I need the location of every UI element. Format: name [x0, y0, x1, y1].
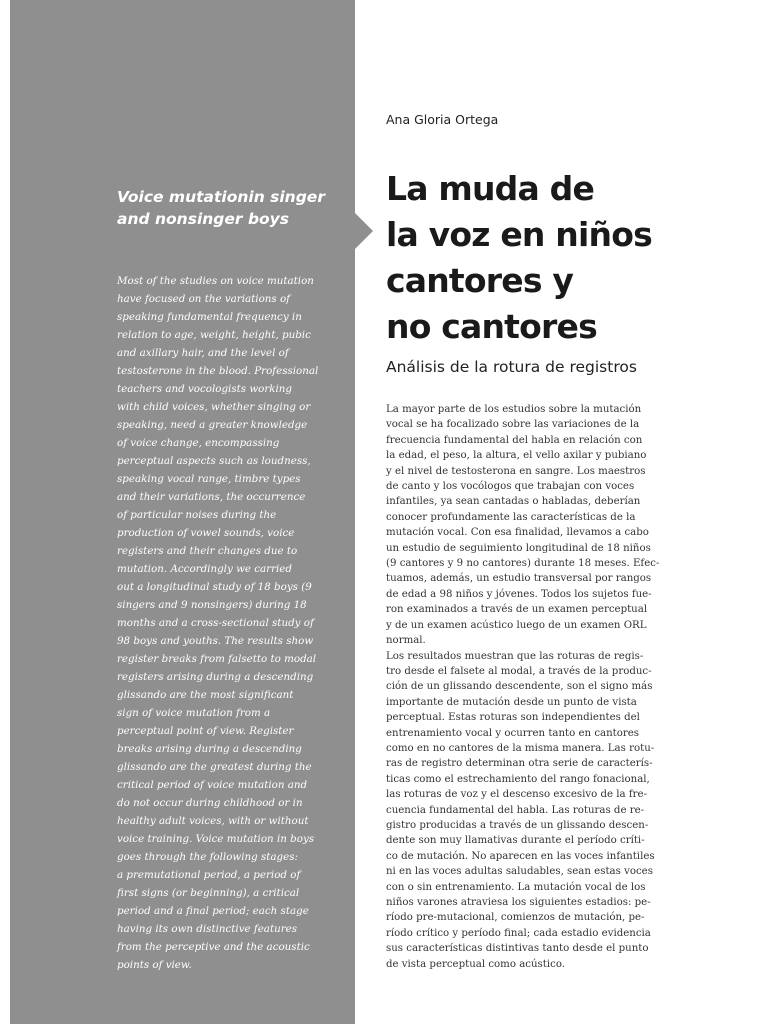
spanish-abstract-line: (9 cantores y 9 no cantores) durante 18 meses. Efec- — [386, 558, 660, 570]
english-title-line: in singer and non — [117, 188, 325, 228]
article-title-line: la voz en niños — [386, 215, 652, 254]
spanish-abstract-line: ticas como el estrechamiento del rango fonacional, — [386, 773, 650, 785]
spanish-abstract-line: importante de mutación desde un punto de vista — [386, 696, 637, 708]
english-abstract-line: critical period of voice mutation and — [117, 779, 308, 791]
spanish-abstract-line: Los resultados muestran que las roturas de regis- — [386, 650, 644, 662]
spanish-abstract-line: como en no cantores de la misma manera. Las rotu- — [386, 742, 655, 754]
sidebar-pointer — [355, 213, 373, 249]
english-title-line: Voice mutation — [117, 188, 249, 206]
spanish-abstract — [386, 402, 686, 972]
english-abstract-line: perceptual point of view. Register — [117, 725, 294, 737]
spanish-abstract-line: vocal se ha focalizado sobre las variaciones de la — [386, 419, 640, 431]
english-abstract-line: registers and their changes due to — [117, 545, 298, 557]
spanish-abstract-line: y de un examen acústico luego de un examen ORL — [386, 619, 647, 631]
spanish-abstract-line: ron examinados a través de un examen perceptual — [386, 604, 648, 616]
article-subtitle: Análisis de la rotura de registros — [386, 358, 637, 376]
spanish-abstract-line: entrenamiento vocal y ocurren tanto en cantores — [386, 727, 640, 739]
author-name: Ana Gloria Ortega — [386, 112, 499, 127]
spanish-abstract-line: tuamos, además, un estudio transversal por rangos — [386, 573, 652, 585]
spanish-abstract-line: un estudio de seguimiento longitudinal de 18 niños — [386, 542, 651, 554]
article-title-line: no cantores — [386, 307, 597, 346]
english-abstract-line: with child voices, whether singing or — [117, 401, 311, 413]
spanish-abstract-line: gistro producidas a través de un glissando descen- — [386, 819, 649, 831]
english-abstract-line: singers and 9 nonsingers) during 18 — [117, 599, 307, 611]
english-abstract-line: relation to age, weight, height, pubic — [117, 329, 311, 341]
english-abstract-line: of voice change, encompassing — [117, 437, 280, 449]
spanish-abstract-line: y el nivel de testosterona en sangre. Los maestros — [386, 465, 646, 477]
english-abstract-line: having its own distinctive features — [117, 923, 298, 935]
page-margin — [0, 0, 10, 1024]
spanish-abstract-line: sus características distintivas tanto desde el punto — [386, 943, 649, 955]
english-abstract-line: 98 boys and youths. The results show — [117, 635, 314, 647]
english-abstract-line: a premutational period, a period of — [117, 869, 301, 881]
spanish-abstract-line: ras de registro determinan otra serie de caracterís- — [386, 758, 653, 770]
english-abstract-line: out a longitudinal study of 18 boys (9 — [117, 581, 312, 593]
english-abstract-line: perceptual aspects such as loudness, — [117, 455, 311, 467]
spanish-abstract-line: de edad a 98 niños y jóvenes. Todos los sujetos fue- — [386, 588, 652, 600]
spanish-abstract-line: dente son muy llamativas durante el período críti- — [386, 835, 645, 847]
english-abstract-line: speaking fundamental frequency in — [117, 311, 302, 323]
english-abstract-line: testosterone in the blood. Professional — [117, 365, 319, 377]
spanish-abstract-line: ríodo pre-mutacional, comienzos de mutación, pe- — [386, 912, 645, 924]
english-abstract-line: production of vowel sounds, voice — [117, 527, 295, 539]
english-abstract-line: first signs (or beginning), a critical — [117, 887, 300, 899]
spanish-abstract-line: ríodo crítico y período final; cada estadio evidencia — [386, 927, 651, 939]
spanish-abstract-line: conocer profundamente las características de la — [386, 511, 636, 523]
english-abstract-line: mutation. Accordingly we carried — [117, 563, 292, 575]
english-abstract-line: from the perceptive and the acoustic — [117, 941, 310, 953]
english-abstract-line: sign of voice mutation from a — [117, 707, 271, 719]
spanish-abstract-line: la edad, el peso, la altura, el vello axilar y pubiano — [386, 450, 647, 462]
spanish-abstract-line: niños varones atraviesa los siguientes estadios: pe- — [386, 897, 651, 908]
english-abstract-line: healthy adult voices, with or without — [117, 815, 309, 827]
english-abstract-line: of particular noises during the — [117, 509, 277, 521]
spanish-abstract-line: ni en las voces adultas saludables, sean estas voces — [386, 866, 653, 878]
article-title — [386, 166, 736, 350]
english-abstract-line: months and a cross-sectional study of — [117, 617, 314, 629]
spanish-abstract-line: frecuencia fundamental del habla en relación con — [386, 434, 643, 446]
english-abstract-line: voice training. Voice mutation in boys — [117, 833, 315, 845]
spanish-abstract-line: perceptual. Estas roturas son independientes del — [386, 712, 640, 724]
spanish-abstract-line: las roturas de voz y el descenso excesivo de la fre- — [386, 789, 647, 801]
english-abstract-line: register breaks from falsetto to modal — [117, 653, 317, 665]
spanish-abstract-line: La mayor parte de los estudios sobre la mutación — [386, 404, 642, 415]
spanish-abstract-line: infantiles, ya sean cantadas o habladas, deberían — [386, 496, 641, 508]
english-abstract-line: Most of the studies on voice mutation — [117, 275, 314, 287]
english-abstract-line: goes through the following stages: — [117, 851, 298, 863]
english-abstract — [117, 272, 349, 974]
english-abstract-line: teachers and vocologists working — [117, 383, 293, 395]
spanish-abstract-line: de vista perceptual como acústico. — [386, 958, 566, 970]
spanish-abstract-line: con o sin entrenamiento. La mutación vocal de los — [386, 881, 646, 893]
english-abstract-line: do not occur during childhood or in — [117, 797, 303, 809]
spanish-abstract-line: tro desde el falsete al modal, a través de la produc- — [386, 665, 652, 677]
spanish-abstract-line: normal. — [386, 635, 426, 647]
english-title — [117, 186, 337, 230]
english-abstract-line: and their variations, the occurrence — [117, 491, 306, 503]
english-abstract-line: have focused on the variations of — [117, 293, 290, 305]
spanish-abstract-line: de canto y los vocólogos que trabajan con voces — [386, 481, 635, 493]
english-abstract-line: breaks arising during a descending — [117, 743, 302, 755]
article-title-line: cantores y — [386, 261, 574, 300]
english-abstract-line: registers arising during a descending — [117, 671, 314, 683]
english-abstract-line: speaking vocal range, timbre types — [117, 473, 301, 485]
english-abstract-line: speaking, need a greater knowledge — [117, 419, 308, 431]
english-abstract-line: period and a final period; each stage — [117, 905, 309, 917]
english-title-line: singer boys — [187, 210, 290, 228]
spanish-abstract-line: cuencia fundamental del habla. Las roturas de re- — [386, 804, 645, 816]
english-abstract-line: points of view. — [117, 959, 192, 971]
spanish-abstract-line: co de mutación. No aparecen en las voces infantiles — [386, 850, 655, 862]
english-abstract-line: and axillary hair, and the level of — [117, 347, 289, 359]
english-abstract-line: glissando are the most significant — [117, 689, 294, 701]
english-abstract-line: glissando are the greatest during the — [117, 761, 312, 773]
article-title-line: La muda de — [386, 169, 595, 208]
spanish-abstract-line: mutación vocal. Con esa finalidad, llevamos a cabo — [386, 527, 649, 539]
spanish-abstract-line: ción de un glissando descendente, son el signo más — [386, 681, 653, 693]
